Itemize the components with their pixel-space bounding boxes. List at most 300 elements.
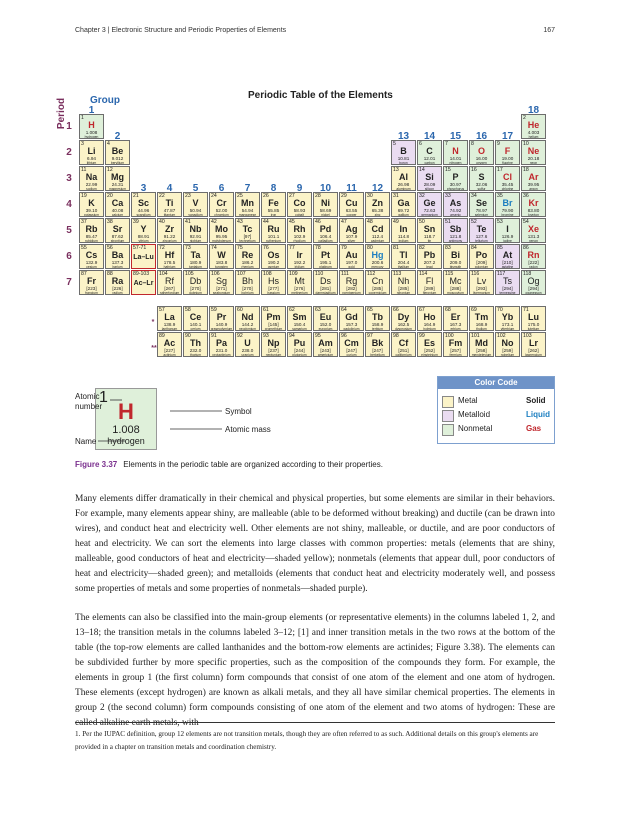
element-symbol: Bh <box>241 276 253 286</box>
element-number: 112 <box>367 271 376 277</box>
element-name: aluminum <box>396 187 411 191</box>
element-name: technetium <box>239 239 256 243</box>
element-name: silicon <box>424 187 435 191</box>
element-symbol: Zn <box>372 198 383 208</box>
element-symbol: Hf <box>164 250 175 260</box>
element-name: argon <box>529 187 538 191</box>
element-name: indium <box>398 239 409 243</box>
element-symbol: Md <box>475 338 488 348</box>
element-name: cerium <box>190 327 201 331</box>
group-number-1: 1 <box>88 105 95 116</box>
nonmetal-swatch <box>442 424 454 436</box>
element-mass: 55.85 <box>267 208 280 213</box>
element-name: radium <box>112 291 123 295</box>
element-symbol: He <box>527 120 540 130</box>
element-symbol: Eu <box>319 312 332 322</box>
element-mass: 180.9 <box>189 260 202 265</box>
element-number: 74 <box>211 245 217 251</box>
element-name: einsteinium <box>421 353 438 357</box>
element-number: 61 <box>263 307 269 313</box>
element-symbol: Br <box>502 198 513 208</box>
legend-metalloid: Metalloid <box>458 410 491 419</box>
element-mass: 20.18 <box>527 156 540 161</box>
name-label: Name <box>75 437 97 446</box>
element-number: 67 <box>419 307 425 313</box>
element-symbol: Pu <box>293 338 306 348</box>
element-name: sulfur <box>477 187 486 191</box>
element-mass: 39.95 <box>527 182 540 187</box>
element-symbol: Tl <box>399 250 408 260</box>
legend-liquid: Liquid <box>526 410 550 419</box>
key-number: 1 <box>99 389 108 406</box>
element-symbol: Ds <box>320 276 331 286</box>
element-number: 49 <box>393 219 399 225</box>
element-name: rutherfordium <box>159 291 180 295</box>
element-number: 21 <box>133 193 139 199</box>
element-symbol: Pm <box>266 312 281 322</box>
element-name: beryllium <box>110 161 125 165</box>
element-number: 118 <box>523 271 532 277</box>
element-symbol: Yb <box>501 312 514 322</box>
placeholder-number: 89-103 <box>133 271 150 277</box>
element-name: promethium <box>264 327 283 331</box>
element-mass: 39.10 <box>85 208 98 213</box>
element-number: 11 <box>81 167 87 173</box>
placeholder-number: 57-71 <box>133 245 147 251</box>
element-name: seaborgium <box>212 291 231 295</box>
element-number: 37 <box>81 219 87 225</box>
element-symbol: Rf <box>165 276 174 286</box>
element-number: 51 <box>445 219 451 225</box>
element-mass: 10.81 <box>397 156 410 161</box>
element-name: strontium <box>110 239 125 243</box>
element-mass: 186.2 <box>241 260 254 265</box>
element-name: radon <box>529 265 538 269</box>
element-symbol: Hs <box>268 276 279 286</box>
period-number-3: 3 <box>66 173 72 184</box>
element-number: 75 <box>237 245 243 251</box>
element-number: 58 <box>185 307 191 313</box>
element-mass: 127.6 <box>475 234 488 239</box>
element-name: oxygen <box>476 161 487 165</box>
element-mass: [294] <box>528 286 539 291</box>
element-name: ytterbium <box>500 327 515 331</box>
element-symbol: W <box>217 250 226 260</box>
key-symbol: H <box>118 399 134 424</box>
element-name: potassium <box>83 213 100 217</box>
element-number: 52 <box>471 219 477 225</box>
element-symbol: Np <box>267 338 280 348</box>
element-symbol: Sr <box>112 224 123 234</box>
element-mass: 6.94 <box>87 156 96 161</box>
element-name: helium <box>528 135 539 139</box>
element-mass: 140.9 <box>215 322 228 327</box>
element-symbol: Ba <box>111 250 124 260</box>
element-mass: [258] <box>476 348 487 353</box>
element-number: 47 <box>341 219 347 225</box>
element-mass: [294] <box>502 286 513 291</box>
group-number-14: 14 <box>423 131 436 142</box>
element-mass: 137.3 <box>111 260 124 265</box>
element-number: 29 <box>341 193 347 199</box>
element-name: chlorine <box>501 187 514 191</box>
group-number-18: 18 <box>527 105 540 116</box>
element-name: carbon <box>424 161 435 165</box>
legend-nonmetal: Nonmetal <box>458 424 493 433</box>
element-symbol: Se <box>475 198 487 208</box>
element-symbol: Cl <box>503 172 512 182</box>
element-symbol: Tc <box>242 224 253 234</box>
element-mass: 107.9 <box>345 234 358 239</box>
element-name: barium <box>112 265 123 269</box>
element-symbol: Ca <box>111 198 124 208</box>
element-number: 62 <box>289 307 295 313</box>
element-mass: 24.31 <box>111 182 124 187</box>
element-mass: 40.08 <box>111 208 124 213</box>
element-number: 59 <box>211 307 217 313</box>
element-name: hassium <box>267 291 280 295</box>
element-name: yttrium <box>138 239 149 243</box>
element-mass: 65.38 <box>371 208 384 213</box>
group-label: Group <box>90 95 120 106</box>
element-symbol: Ac <box>163 338 176 348</box>
element-number: 76 <box>263 245 269 251</box>
element-name: europium <box>318 327 333 331</box>
element-number: 55 <box>81 245 87 251</box>
element-mass: 44.96 <box>137 208 150 213</box>
element-name: platinum <box>319 265 332 269</box>
element-number: 53 <box>497 219 503 225</box>
element-mass: 158.9 <box>371 322 384 327</box>
element-mass: 52.00 <box>215 208 228 213</box>
element-symbol: Mc <box>449 276 462 286</box>
color-code-legend <box>437 376 555 444</box>
element-name: nickel <box>321 213 330 217</box>
element-number: 96 <box>341 333 347 339</box>
element-name: lawrencium <box>525 353 542 357</box>
element-number: 4 <box>107 141 110 147</box>
element-number: 28 <box>315 193 321 199</box>
element-symbol: Cr <box>216 198 227 208</box>
element-symbol: Zr <box>165 224 174 234</box>
element-name: lutetium <box>527 327 540 331</box>
element-mass: 140.1 <box>189 322 202 327</box>
element-number: 7 <box>445 141 448 147</box>
element-name: magnesium <box>108 187 127 191</box>
element-name: tellurium <box>475 239 488 243</box>
element-number: 13 <box>393 167 399 173</box>
element-symbol: Xe <box>527 224 539 234</box>
element-symbol: Ru <box>267 224 280 234</box>
element-mass: [227] <box>164 348 175 353</box>
group-number-15: 15 <box>449 131 462 142</box>
element-mass: 131.3 <box>527 234 540 239</box>
element-mass: [276] <box>294 286 305 291</box>
element-mass: [262] <box>528 348 539 353</box>
element-name: cesium <box>86 265 97 269</box>
element-number: 71 <box>523 307 529 313</box>
element-number: 33 <box>445 193 451 199</box>
element-symbol: O <box>477 146 485 156</box>
atomic-number-label: Atomic number <box>75 392 103 411</box>
element-number: 102 <box>497 333 506 339</box>
element-symbol: Bk <box>371 338 384 348</box>
element-number: 114 <box>419 271 428 277</box>
element-mass: 19.00 <box>501 156 514 161</box>
element-name: molybdenum <box>212 239 231 243</box>
caption-text: Elements in the periodic table are organized according to their properties. <box>123 460 383 469</box>
footnote: 1. Per the IUPAC definition, group 12 elements are not transition metals, though they are often referred to as such. Additional details on this group's elements are provided in a chapter on transition metals and coordination chemistry. <box>75 730 539 751</box>
paragraph-1: Many elements differ dramatically in their chemical and physical properties, but some elements are similar in their behaviors. For example, many elements appear shiny, are malleable (able to be deformed without breaking) and ductile (can be drawn into wires), and conduct heat and electricity well. Other elements are not shiny, malleable, or ductile, and are poor conductors of heat and electricity. We can sort the elements into large classes with common properties: metals (elements that are shiny, malleable, good conductors of heat and electricity—shaded yellow); nonmetals (elements that appear dull, poor conductors of heat and electricity—shaded green); and metalloids (elements that conduct heat and electricity moderately well, and possess some properties of metals and some properties of nonmetals—shaded purple). <box>75 494 555 594</box>
element-mass: 150.4 <box>293 322 306 327</box>
element-mass: 16.00 <box>475 156 488 161</box>
element-symbol: Ne <box>527 146 540 156</box>
element-number: 110 <box>315 271 324 277</box>
element-symbol: Db <box>189 276 202 286</box>
element-mass: 178.5 <box>163 260 176 265</box>
element-symbol: Cs <box>85 250 98 260</box>
element-mass: 35.45 <box>501 182 514 187</box>
element-number: 78 <box>315 245 321 251</box>
element-symbol: P <box>452 172 459 182</box>
metal-swatch <box>442 396 454 408</box>
element-name: plutonium <box>292 353 307 357</box>
element-symbol: Og <box>527 276 540 286</box>
footnote-rule <box>75 722 555 723</box>
element-symbol: Al <box>399 172 408 182</box>
period-number-7: 7 <box>66 277 72 288</box>
element-symbol: U <box>244 338 251 348</box>
element-name: praseodymium <box>210 327 233 331</box>
element-symbol: Rg <box>345 276 358 286</box>
element-number: 41 <box>185 219 191 225</box>
element-mass: 88.91 <box>137 234 150 239</box>
element-mass: 58.69 <box>319 208 332 213</box>
element-number: 63 <box>315 307 321 313</box>
element-mass: [281] <box>320 286 331 291</box>
element-number: 92 <box>237 333 243 339</box>
element-number: 10 <box>523 141 529 147</box>
element-mass: [237] <box>268 348 279 353</box>
element-mass: 32.06 <box>475 182 488 187</box>
element-mass: 30.97 <box>449 182 462 187</box>
element-name: lanthanum <box>161 327 178 331</box>
element-name: moscovium <box>447 291 464 295</box>
element-number: 86 <box>523 245 529 251</box>
element-number: 105 <box>185 271 194 277</box>
element-symbol: Ra <box>111 276 124 286</box>
element-mass: 83.80 <box>527 208 540 213</box>
element-number: 106 <box>211 271 220 277</box>
element-symbol: Tm <box>474 312 489 322</box>
element-number: 97 <box>367 333 373 339</box>
element-name: bromine <box>501 213 514 217</box>
element-name: calcium <box>111 213 124 217</box>
element-number: 9 <box>497 141 500 147</box>
period-number-2: 2 <box>66 147 72 158</box>
element-symbol: Lu <box>528 312 539 322</box>
element-number: 70 <box>497 307 503 313</box>
element-mass: [293] <box>476 286 487 291</box>
element-number: 88 <box>107 271 113 277</box>
element-name: tantalum <box>189 265 202 269</box>
element-symbol: Mg <box>111 172 124 182</box>
element-number: 22 <box>159 193 165 199</box>
atomic-mass-label: Atomic mass <box>225 425 271 434</box>
element-mass: 204.4 <box>397 260 410 265</box>
element-name: manganese <box>238 213 257 217</box>
element-mass: [97] <box>243 234 252 239</box>
metalloid-swatch <box>442 410 454 422</box>
element-symbol: Sn <box>423 224 436 234</box>
element-mass: 102.9 <box>293 234 306 239</box>
element-name: rubidium <box>85 239 98 243</box>
element-mass: [282] <box>346 286 357 291</box>
element-number: 35 <box>497 193 503 199</box>
element-mass: [145] <box>268 322 279 327</box>
element-mass: 12.01 <box>423 156 436 161</box>
element-number: 3 <box>81 141 84 147</box>
element-name: thulium <box>476 327 487 331</box>
element-mass: 78.97 <box>475 208 488 213</box>
element-symbol: Ni <box>321 198 330 208</box>
element-name: tennessine <box>499 291 516 295</box>
element-mass: [222] <box>528 260 539 265</box>
element-symbol: Si <box>425 172 434 182</box>
element-symbol: I <box>506 224 509 234</box>
element-symbol: V <box>192 198 199 208</box>
group-number-17: 17 <box>501 131 514 142</box>
element-mass: 69.72 <box>397 208 410 213</box>
element-mass: 95.95 <box>215 234 228 239</box>
element-symbol: Au <box>345 250 358 260</box>
element-name: niobium <box>189 239 202 243</box>
element-symbol: Sb <box>449 224 462 234</box>
element-symbol: In <box>399 224 408 234</box>
element-name: erbium <box>450 327 461 331</box>
element-number: 31 <box>393 193 399 199</box>
element-mass: [270] <box>190 286 201 291</box>
element-symbol: Be <box>111 146 124 156</box>
element-symbol: At <box>502 250 513 260</box>
element-mass: 138.9 <box>163 322 176 327</box>
element-symbol: C <box>426 146 433 156</box>
element-name: nobelium <box>500 353 515 357</box>
element-number: 111 <box>341 271 349 277</box>
element-number: 44 <box>263 219 269 225</box>
element-number: 15 <box>445 167 451 173</box>
element-mass: 101.1 <box>267 234 280 239</box>
element-number: 73 <box>185 245 191 251</box>
element-mass: 175.0 <box>527 322 540 327</box>
figure-caption <box>75 460 383 469</box>
element-name: neptunium <box>265 353 282 357</box>
element-number: 81 <box>393 245 399 251</box>
element-name: neon <box>529 161 538 165</box>
element-symbol: Cu <box>345 198 358 208</box>
legend-title: Color Code <box>438 377 554 389</box>
element-number: 72 <box>159 245 165 251</box>
element-symbol: Th <box>190 338 201 348</box>
element-symbol: Ta <box>190 250 201 260</box>
element-name: darmstadtium <box>315 291 336 295</box>
element-name: samarium <box>292 327 307 331</box>
lanthanide-marker: * <box>151 319 155 326</box>
element-mass: 26.98 <box>397 182 410 187</box>
element-number: 94 <box>289 333 295 339</box>
element-mass: 47.87 <box>163 208 176 213</box>
element-name: thorium <box>190 353 201 357</box>
element-symbol: Y <box>140 224 147 234</box>
element-number: 24 <box>211 193 217 199</box>
element-mass: 144.2 <box>241 322 254 327</box>
element-number: 68 <box>445 307 451 313</box>
element-number: 18 <box>523 167 529 173</box>
paragraph-2: The elements can also be classified into the main-group elements (or representative elements) in the columns labeled 1, 2, and 13–18; the transition metals in the columns labeled 3–12; [1] and inner transition metals in the two rows at the bottom of the table (the top-row elements are called lanthanides and the bottom-row elements are actinides; Figure 3.38). The elements can be subdivided further by more specific properties, such as the composition of the compounds they form. For example, the elements in group 1 (the first column) form compounds that consist of one atom of the element and one atom of hydrogen. These elements (except hydrogen) are known as alkali metals, and they all have similar chemical properties. The elements in group 2 (the second column) form compounds consisting of one atom of the element and two atoms of hydrogen: These are called alkaline earth metals, with <box>75 613 555 728</box>
element-mass: 9.012 <box>111 156 124 161</box>
element-number: 90 <box>185 333 191 339</box>
element-symbol: Am <box>318 338 333 348</box>
element-name: roentgenium <box>342 291 361 295</box>
element-symbol: Fe <box>268 198 279 208</box>
element-symbol: Cf <box>398 338 409 348</box>
element-symbol: N <box>452 146 459 156</box>
element-name: fluorine <box>502 161 513 165</box>
element-name: iron <box>270 213 277 217</box>
actinide-marker: ** <box>151 345 157 352</box>
element-symbol: Pd <box>319 224 332 234</box>
element-symbol: Tb <box>372 312 383 322</box>
element-name: ruthenium <box>266 239 281 243</box>
period-label: Period <box>56 97 68 130</box>
group-number-16: 16 <box>475 131 488 142</box>
element-name: bohrium <box>241 291 254 295</box>
element-name: iodine <box>503 239 512 243</box>
element-number: 80 <box>367 245 373 251</box>
element-number: 56 <box>107 245 113 251</box>
page-number: 167 <box>543 27 555 34</box>
element-mass: [243] <box>320 348 331 353</box>
element-number: 14 <box>419 167 425 173</box>
group-number-7: 7 <box>244 183 251 194</box>
element-mass: 28.09 <box>423 182 436 187</box>
symbol-label: Symbol <box>225 407 252 416</box>
element-mass: 238.0 <box>241 348 254 353</box>
element-name: antimony <box>448 239 463 243</box>
element-name: gadolinium <box>343 327 360 331</box>
element-symbol: Na <box>85 172 98 182</box>
element-number: 32 <box>419 193 425 199</box>
element-number: 103 <box>523 333 532 339</box>
element-symbol: Ts <box>503 276 512 286</box>
element-number: 12 <box>107 167 113 173</box>
period-number-5: 5 <box>66 225 72 236</box>
element-name: zirconium <box>162 239 177 243</box>
element-number: 108 <box>263 271 272 277</box>
element-mass: 91.22 <box>163 234 176 239</box>
element-number: 27 <box>289 193 295 199</box>
element-name: nihonium <box>396 291 411 295</box>
element-name: xenon <box>529 239 538 243</box>
element-name: hafnium <box>163 265 176 269</box>
element-mass: 195.1 <box>319 260 332 265</box>
element-symbol: Nh <box>397 276 410 286</box>
group-number-11: 11 <box>346 183 357 194</box>
element-number: 85 <box>497 245 503 251</box>
element-symbol: Co <box>293 198 306 208</box>
element-name: californium <box>395 353 412 357</box>
element-number: 107 <box>237 271 246 277</box>
